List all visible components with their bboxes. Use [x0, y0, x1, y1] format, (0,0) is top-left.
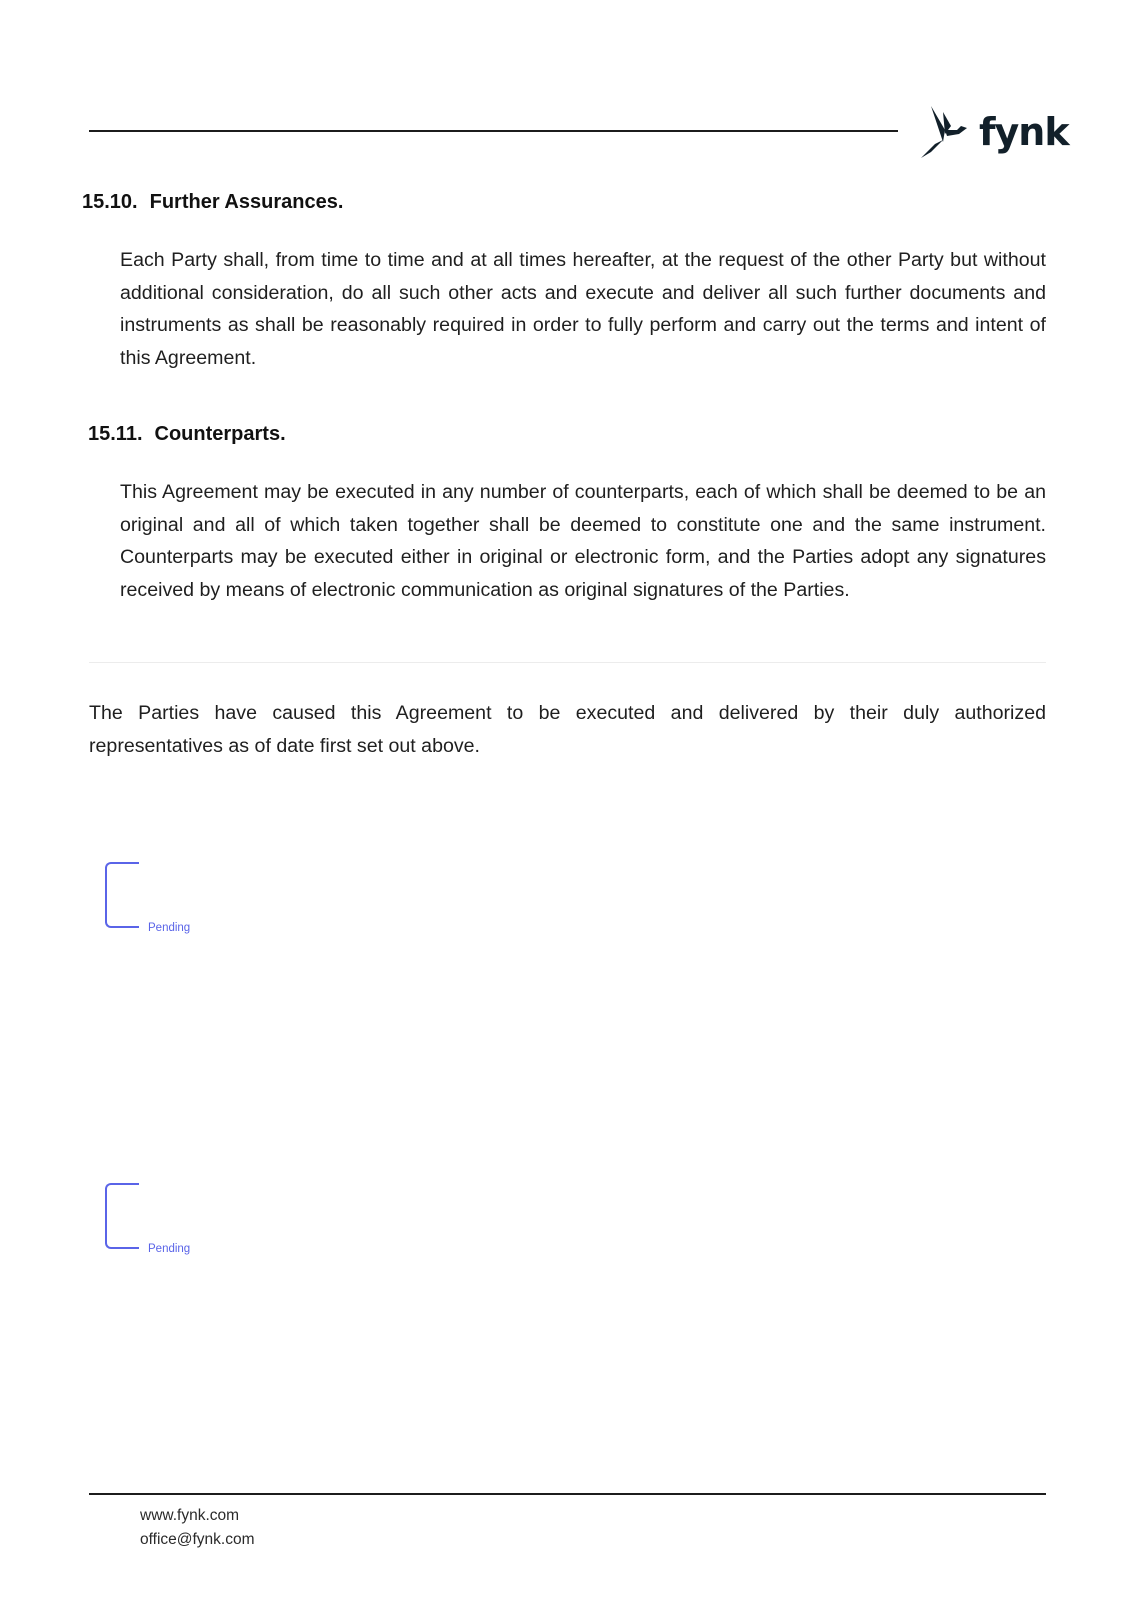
- header-rule: [89, 130, 898, 132]
- section-heading: [82, 420, 1048, 448]
- section-number: 15.10.: [82, 191, 138, 213]
- section-heading: [82, 188, 1048, 216]
- divider: [89, 662, 1046, 663]
- signature-bracket: [105, 1183, 139, 1249]
- closing-statement: The Parties have caused this Agreement to be executed and delivered by their duly authorized representatives as of date first set out above.: [89, 702, 1046, 757]
- footer-website: www.fynk.com: [140, 1507, 240, 1524]
- footer-rule: [89, 1493, 1046, 1495]
- section-further-assurances: [82, 188, 1048, 374]
- section-body: Each Party shall, from time to time and at all times hereafter, at the request of the other Party but without additional consideration, do all such other acts and execute and deliver all such further documents and instruments as shall be reasonably required in order to fully perform and carry out the terms and intent of this Agreement.: [120, 249, 1046, 369]
- fynk-bird-icon: [921, 104, 971, 160]
- section-counterparts: [82, 420, 1048, 606]
- logo-wordmark: fynk: [979, 110, 1069, 154]
- fynk-logo: [921, 104, 1069, 160]
- footer-email: office@fynk.com: [140, 1531, 255, 1548]
- signature-status: Pending: [148, 922, 191, 934]
- section-body: This Agreement may be executed in any number of counterparts, each of which shall be deemed to be an original and all of which taken together shall be deemed to constitute one and the same instrument. Counterparts may be executed either in original or electronic form, and the Parties adopt any signatures received by means of electronic communication as original signatures of the Parties.: [120, 481, 1046, 601]
- signature-status: Pending: [148, 1243, 191, 1255]
- section-title: Counterparts.: [154, 423, 286, 445]
- signature-bracket: [105, 862, 139, 928]
- signature-field[interactable]: [105, 1183, 225, 1263]
- section-title: Further Assurances.: [149, 191, 344, 213]
- signature-field[interactable]: [105, 862, 225, 942]
- section-number: 15.11.: [88, 423, 143, 445]
- footer-contact: [140, 1504, 255, 1552]
